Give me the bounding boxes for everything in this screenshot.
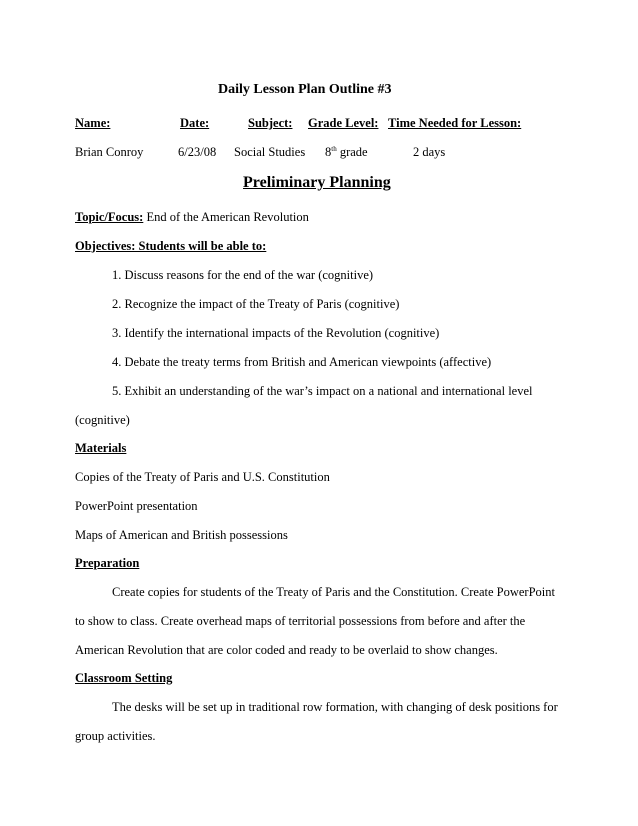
preparation-line-3: American Revolution that are color coded and ready to be overlaid to show changes. <box>75 643 498 657</box>
section-title: Preliminary Planning <box>243 174 391 191</box>
date-label: Date: <box>180 116 210 130</box>
time-needed-value: 2 days <box>413 145 446 159</box>
grade-suffix: th <box>331 144 337 153</box>
objective-item-2: 2. Recognize the impact of the Treaty of Paris (cognitive) <box>112 297 400 311</box>
topic-value: End of the American Revolution <box>146 210 309 224</box>
grade-word: grade <box>339 145 368 159</box>
topic-label: Topic/Focus: <box>75 210 144 224</box>
objective-item-4: 4. Debate the treaty terms from British and American viewpoints (affective) <box>112 355 492 369</box>
objectives-label: Objectives: Students will be able to: <box>75 239 267 253</box>
name-value: Brian Conroy <box>75 145 144 159</box>
grade-level-label: Grade Level: <box>308 116 379 130</box>
materials-item-3: Maps of American and British possessions <box>75 528 288 542</box>
document-title: Daily Lesson Plan Outline #3 <box>218 82 392 97</box>
subject-value: Social Studies <box>234 145 306 159</box>
preparation-label: Preparation <box>75 556 140 570</box>
classroom-line-1: The desks will be set up in traditional row formation, with changing of desk positions for <box>112 700 558 714</box>
classroom-setting-label: Classroom Setting <box>75 671 173 685</box>
classroom-line-2: group activities. <box>75 729 156 743</box>
date-value: 6/23/08 <box>178 145 217 159</box>
materials-item-2: PowerPoint presentation <box>75 499 198 513</box>
name-label: Name: <box>75 116 111 130</box>
time-needed-label: Time Needed for Lesson: <box>388 116 522 130</box>
grade-level-value <box>325 145 368 160</box>
materials-item-1: Copies of the Treaty of Paris and U.S. Constitution <box>75 470 330 484</box>
objective-item-3: 3. Identify the international impacts of the Revolution (cognitive) <box>112 326 440 340</box>
preparation-line-1: Create copies for students of the Treaty of Paris and the Constitution. Create PowerPoint <box>112 585 555 599</box>
materials-label: Materials <box>75 441 127 455</box>
subject-label: Subject: <box>248 116 293 130</box>
topic-line <box>75 210 309 225</box>
objective-continuation: (cognitive) <box>75 413 130 427</box>
objective-item-5: 5. Exhibit an understanding of the war’s impact on a national and international level <box>112 384 533 398</box>
preparation-line-2: to show to class. Create overhead maps of territorial possessions from before and after the <box>75 614 526 628</box>
objective-item-1: 1. Discuss reasons for the end of the war (cognitive) <box>112 268 374 282</box>
grade-number: 8 <box>325 145 332 159</box>
